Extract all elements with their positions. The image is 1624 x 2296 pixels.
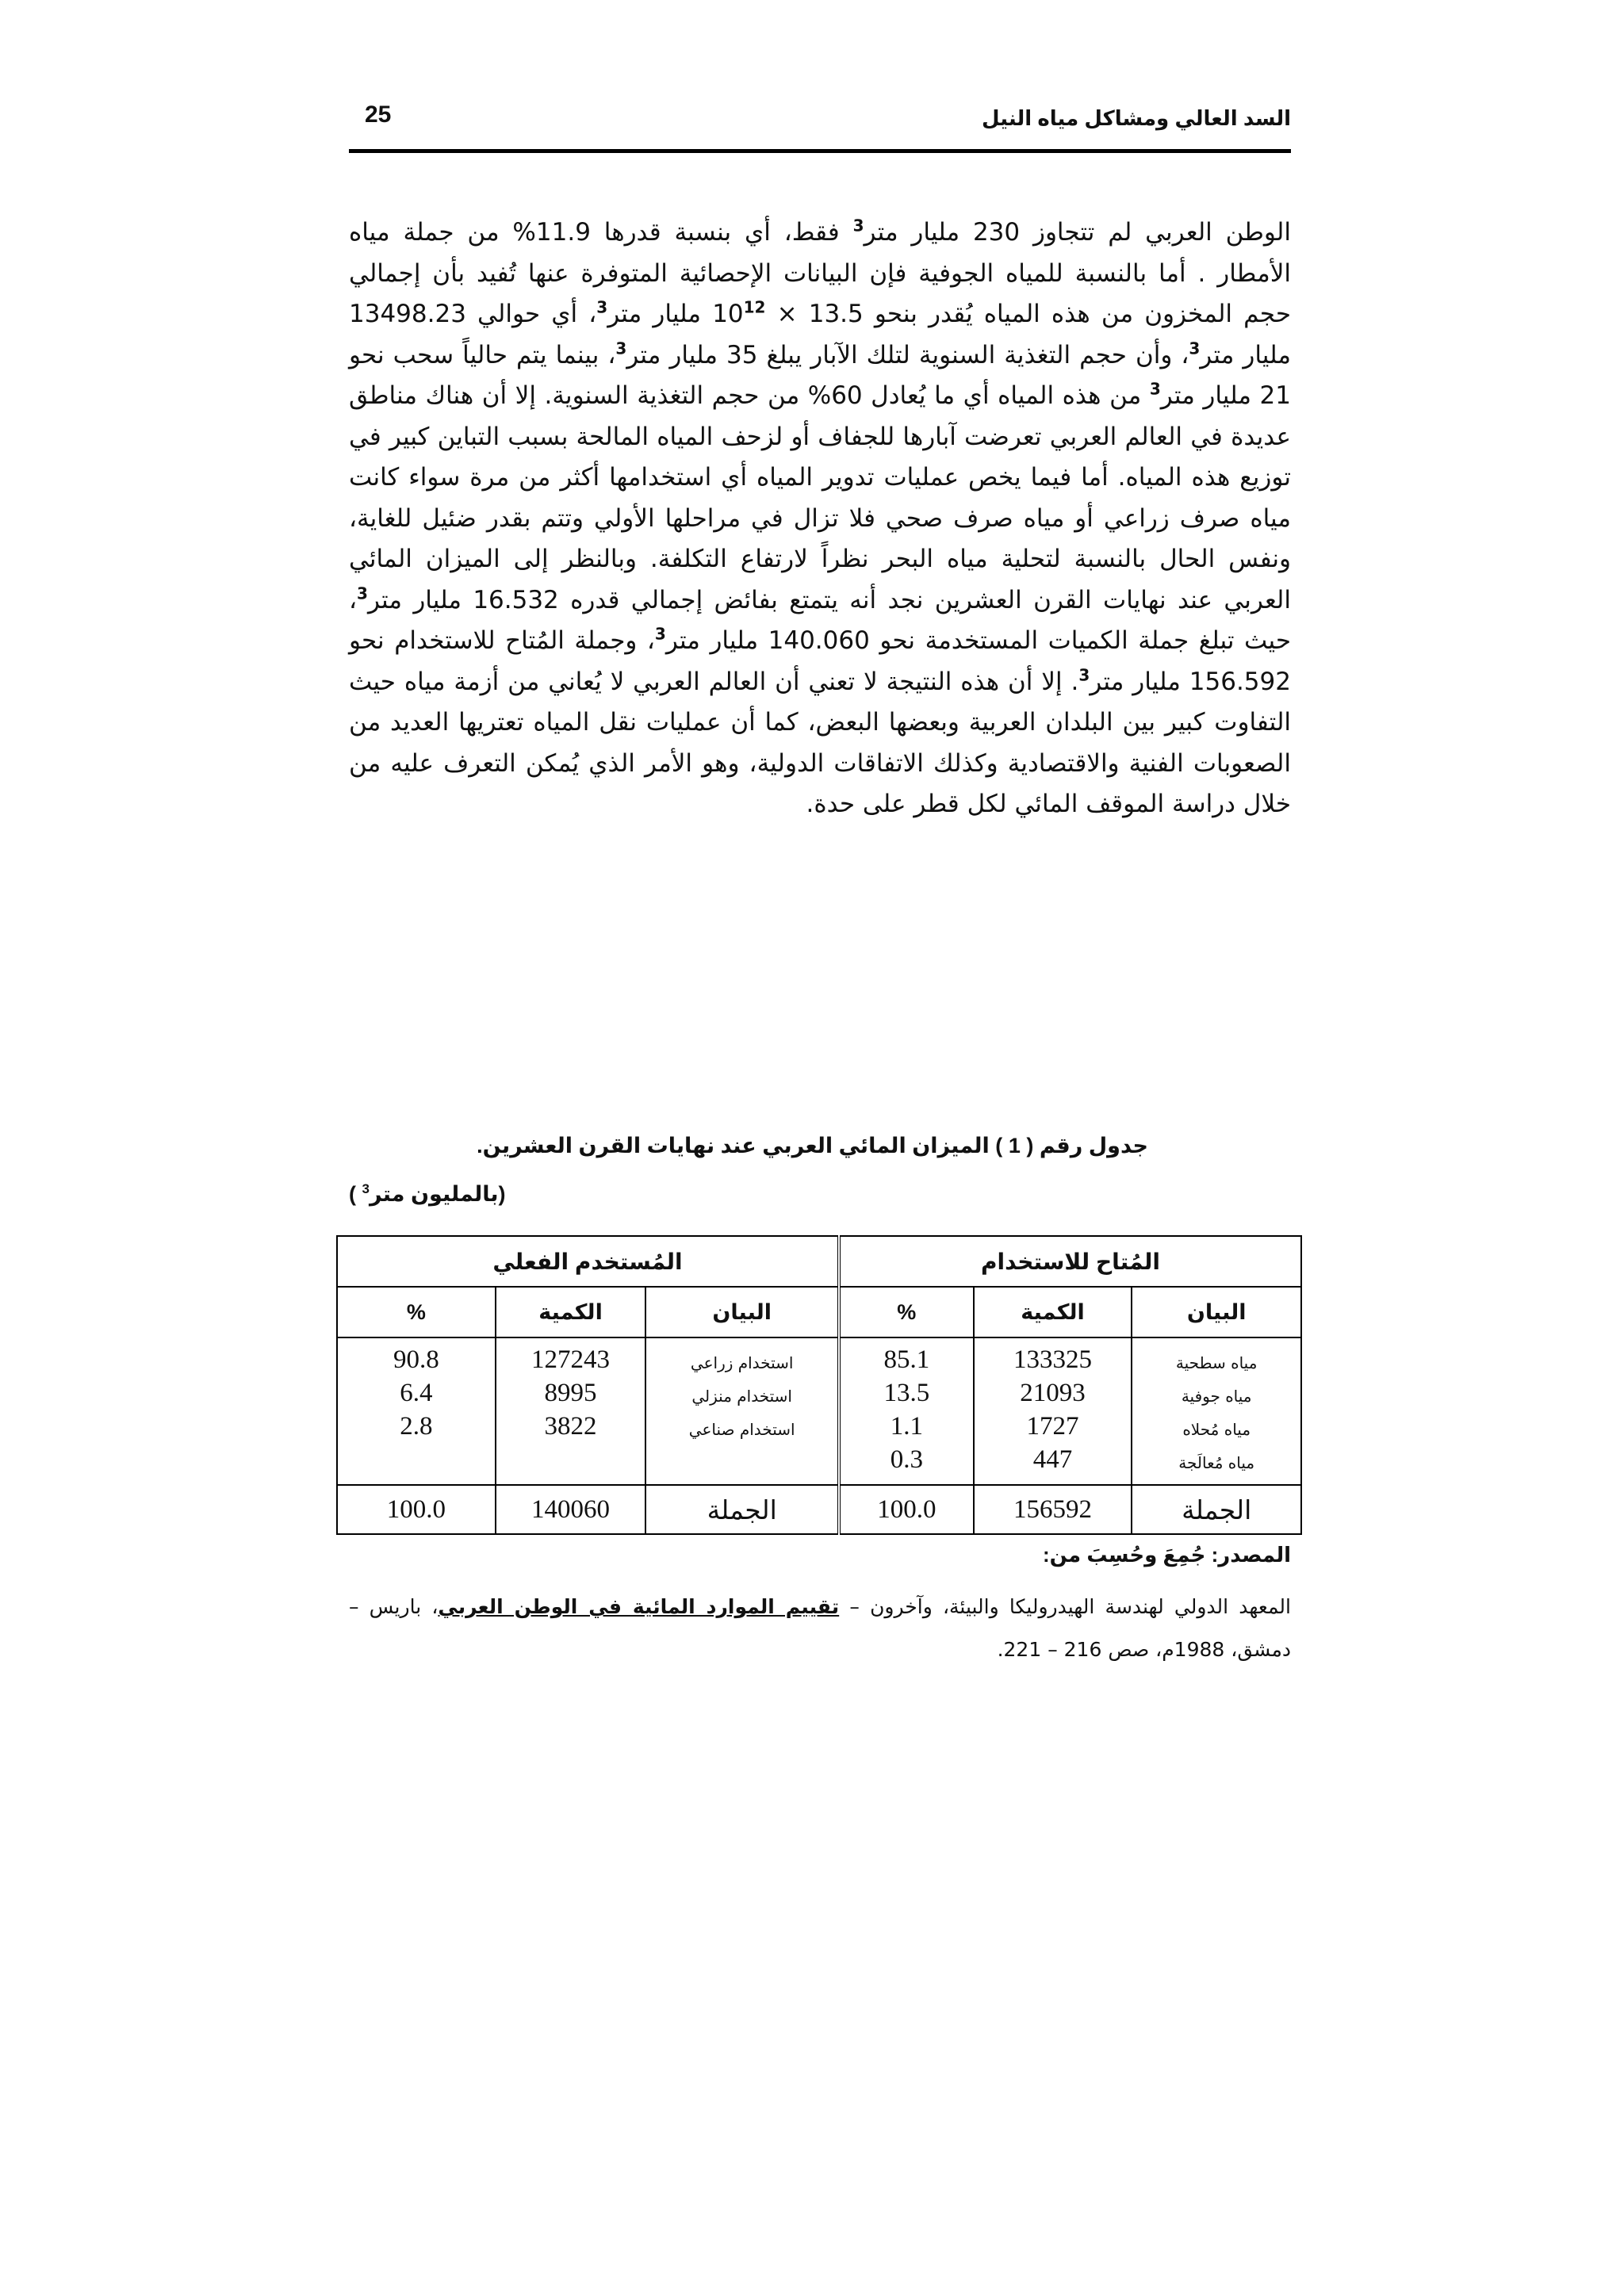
table-cell: 447 bbox=[1032, 1445, 1073, 1474]
table-cell: 1.1 bbox=[890, 1412, 923, 1441]
table-cell: 2.8 bbox=[400, 1412, 433, 1441]
table-cell: 133325 bbox=[1013, 1345, 1093, 1374]
page-number: 25 bbox=[365, 101, 392, 128]
superscript: 3 bbox=[596, 297, 608, 317]
paragraph-segment: ، وأن حجم التغذية السنوية لتلك الآبار يبلغ 35 مليار متر bbox=[626, 340, 1189, 369]
table-cell: 3822 bbox=[544, 1412, 597, 1441]
available-group-header: المُتاح للاستخدام bbox=[839, 1236, 1301, 1287]
available-total-percent: 100.0 bbox=[839, 1485, 974, 1534]
superscript: 3 bbox=[615, 339, 627, 358]
table-cell: 13.5 bbox=[883, 1379, 930, 1407]
used-quantity-header: الكمية bbox=[496, 1287, 646, 1337]
used-items-cell bbox=[645, 1337, 839, 1485]
table-cell: استخدام صناعي bbox=[688, 1420, 795, 1439]
used-quantities-cell bbox=[496, 1337, 646, 1485]
table-cell: مياه مُعالَجة bbox=[1178, 1453, 1255, 1472]
table-cell: مياه مُحلاه bbox=[1182, 1420, 1251, 1439]
table-unit bbox=[349, 1181, 506, 1207]
used-total-quantity: 140060 bbox=[496, 1485, 646, 1534]
table-data-row bbox=[337, 1337, 1301, 1485]
table-cell: 90.8 bbox=[393, 1345, 439, 1374]
table-cell: مياه سطحية bbox=[1175, 1353, 1258, 1372]
table-cell: 127243 bbox=[531, 1345, 611, 1374]
source-book-title: تقييم الموارد المائية في الوطن العربي bbox=[438, 1595, 840, 1618]
body-paragraph bbox=[349, 212, 1291, 825]
table-cell: 6.4 bbox=[400, 1379, 433, 1407]
available-percents-cell bbox=[839, 1337, 974, 1485]
paragraph-segment: ، أي حوالي 13498.23 مليار متر bbox=[349, 300, 1291, 369]
source-publication: ، باريس – دمشق، 1988م، صص 216 – 221. bbox=[349, 1595, 1291, 1661]
table-caption: جدول رقم ( 1 ) الميزان المائي العربي عند نهايات القرن العشرين. bbox=[477, 1134, 1148, 1158]
paragraph-segment: ، وجملة المُتاح للاستخدام نحو 156.592 مليار متر bbox=[349, 626, 1291, 696]
water-balance-table bbox=[336, 1235, 1302, 1535]
superscript: 3 bbox=[1078, 665, 1090, 685]
used-percents-cell bbox=[337, 1337, 496, 1485]
available-total-label: الجملة bbox=[1132, 1485, 1301, 1534]
superscript: 3 bbox=[1189, 339, 1201, 358]
table-total-row bbox=[337, 1485, 1301, 1534]
table-cell: 85.1 bbox=[883, 1345, 930, 1374]
paragraph-segment: الوطن العربي لم تتجاوز 230 مليار متر bbox=[864, 218, 1291, 247]
page-header bbox=[349, 101, 1291, 153]
table-cell: استخدام زراعي bbox=[690, 1353, 794, 1372]
table-cell: 21093 bbox=[1020, 1379, 1086, 1407]
superscript: 3 bbox=[654, 624, 666, 644]
running-title: السد العالي ومشاكل مياه النيل bbox=[982, 106, 1291, 130]
available-total-quantity: 156592 bbox=[974, 1485, 1132, 1534]
source-authors: المعهد الدولي لهندسة الهيدروليكا والبيئة، وآخرون – bbox=[839, 1595, 1291, 1618]
table-unit-suffix: ) bbox=[349, 1182, 362, 1206]
available-item-header: البيان bbox=[1132, 1287, 1301, 1337]
table-cell: مياه جوفية bbox=[1181, 1387, 1252, 1406]
used-total-label: الجملة bbox=[645, 1485, 839, 1534]
paragraph-segment: من هذه المياه أي ما يُعادل 60% من حجم التغذية السنوية. إلا أن هناك مناطق عديدة في العالم العربي تعرضت آبارها للجفاف أو لزحف المياه المالحة بسبب التباين كبير في توزيع هذه المياه. أما فيما يخص عمليات تدوير المياه أي استخدامها أكثر من مرة سواء كانت مياه صرف زراعي أو مياه صرف صحي فلا تزال في مراحلها الأولي وتتم بقدر ضئيل للغاية، ونفس الحال بالنسبة لتحلية مياه البحر نظراً لارتفاع التكلفة. وبالنظر إلى الميزان المائي العربي عند نهايات القرن العشرين نجد أنه يتمتع بفائض إجمالي قدره 16.532 مليار متر bbox=[349, 381, 1291, 614]
used-percent-header: % bbox=[337, 1287, 496, 1337]
paragraph-segment: ، بينما يتم حالياً سحب نحو 21 مليار متر bbox=[349, 340, 1291, 410]
available-quantities-cell bbox=[974, 1337, 1132, 1485]
available-quantity-header: الكمية bbox=[974, 1287, 1132, 1337]
available-percent-header: % bbox=[839, 1287, 974, 1337]
table-unit-prefix: (بالمليون متر bbox=[369, 1182, 506, 1206]
used-group-header: المُستخدم الفعلي bbox=[337, 1236, 839, 1287]
table-cell: استخدام منزلي bbox=[691, 1387, 792, 1406]
source-citation bbox=[349, 1586, 1291, 1671]
used-total-percent: 100.0 bbox=[337, 1485, 496, 1534]
paragraph-segment: ، حيث تبلغ جملة الكميات المستخدمة نحو 140.060 مليار متر bbox=[349, 585, 1291, 655]
paragraph-segment: مليار متر bbox=[607, 300, 713, 328]
table-cell: 1727 bbox=[1026, 1412, 1079, 1441]
table-unit-superscript: 3 bbox=[362, 1181, 370, 1196]
superscript: 3 bbox=[357, 584, 368, 603]
available-items-cell bbox=[1132, 1337, 1301, 1485]
paragraph-text bbox=[349, 212, 1291, 825]
superscript: 3 bbox=[1149, 379, 1161, 399]
paragraph-segment: فقط، أي بنسبة قدرها 11.9% من جملة مياه الأمطار . أما بالنسبة للمياه الجوفية فإن البيانات الإحصائية المتوفرة عنها تُفيد بأن إجمالي حجم المخزون من هذه المياه يُقدر بنحو 13.5 × 10 bbox=[349, 218, 1291, 328]
superscript: 3 bbox=[852, 216, 864, 235]
table-cell: 8995 bbox=[544, 1379, 597, 1407]
used-item-header: البيان bbox=[645, 1287, 839, 1337]
source-title: المصدر: جُمِعَ وحُسِبَ من: bbox=[1042, 1543, 1291, 1567]
superscript: 12 bbox=[743, 297, 766, 317]
paragraph-segment: . إلا أن هذه النتيجة لا تعني أن العالم العربي لا يُعاني من أزمة مياه حيث التفاوت كبير بين البلدان العربية وبعضها البعض، كما أن عمليات نقل المياه تعتريها العديد من الصعوبات الفنية والاقتصادية وكذلك الاتفاقات الدولية، وهو الأمر الذي يُمكن التعرف عليه من خلال دراسة الموقف المائي لكل قطر على حدة. bbox=[349, 667, 1291, 818]
table-cell: 0.3 bbox=[890, 1445, 923, 1474]
